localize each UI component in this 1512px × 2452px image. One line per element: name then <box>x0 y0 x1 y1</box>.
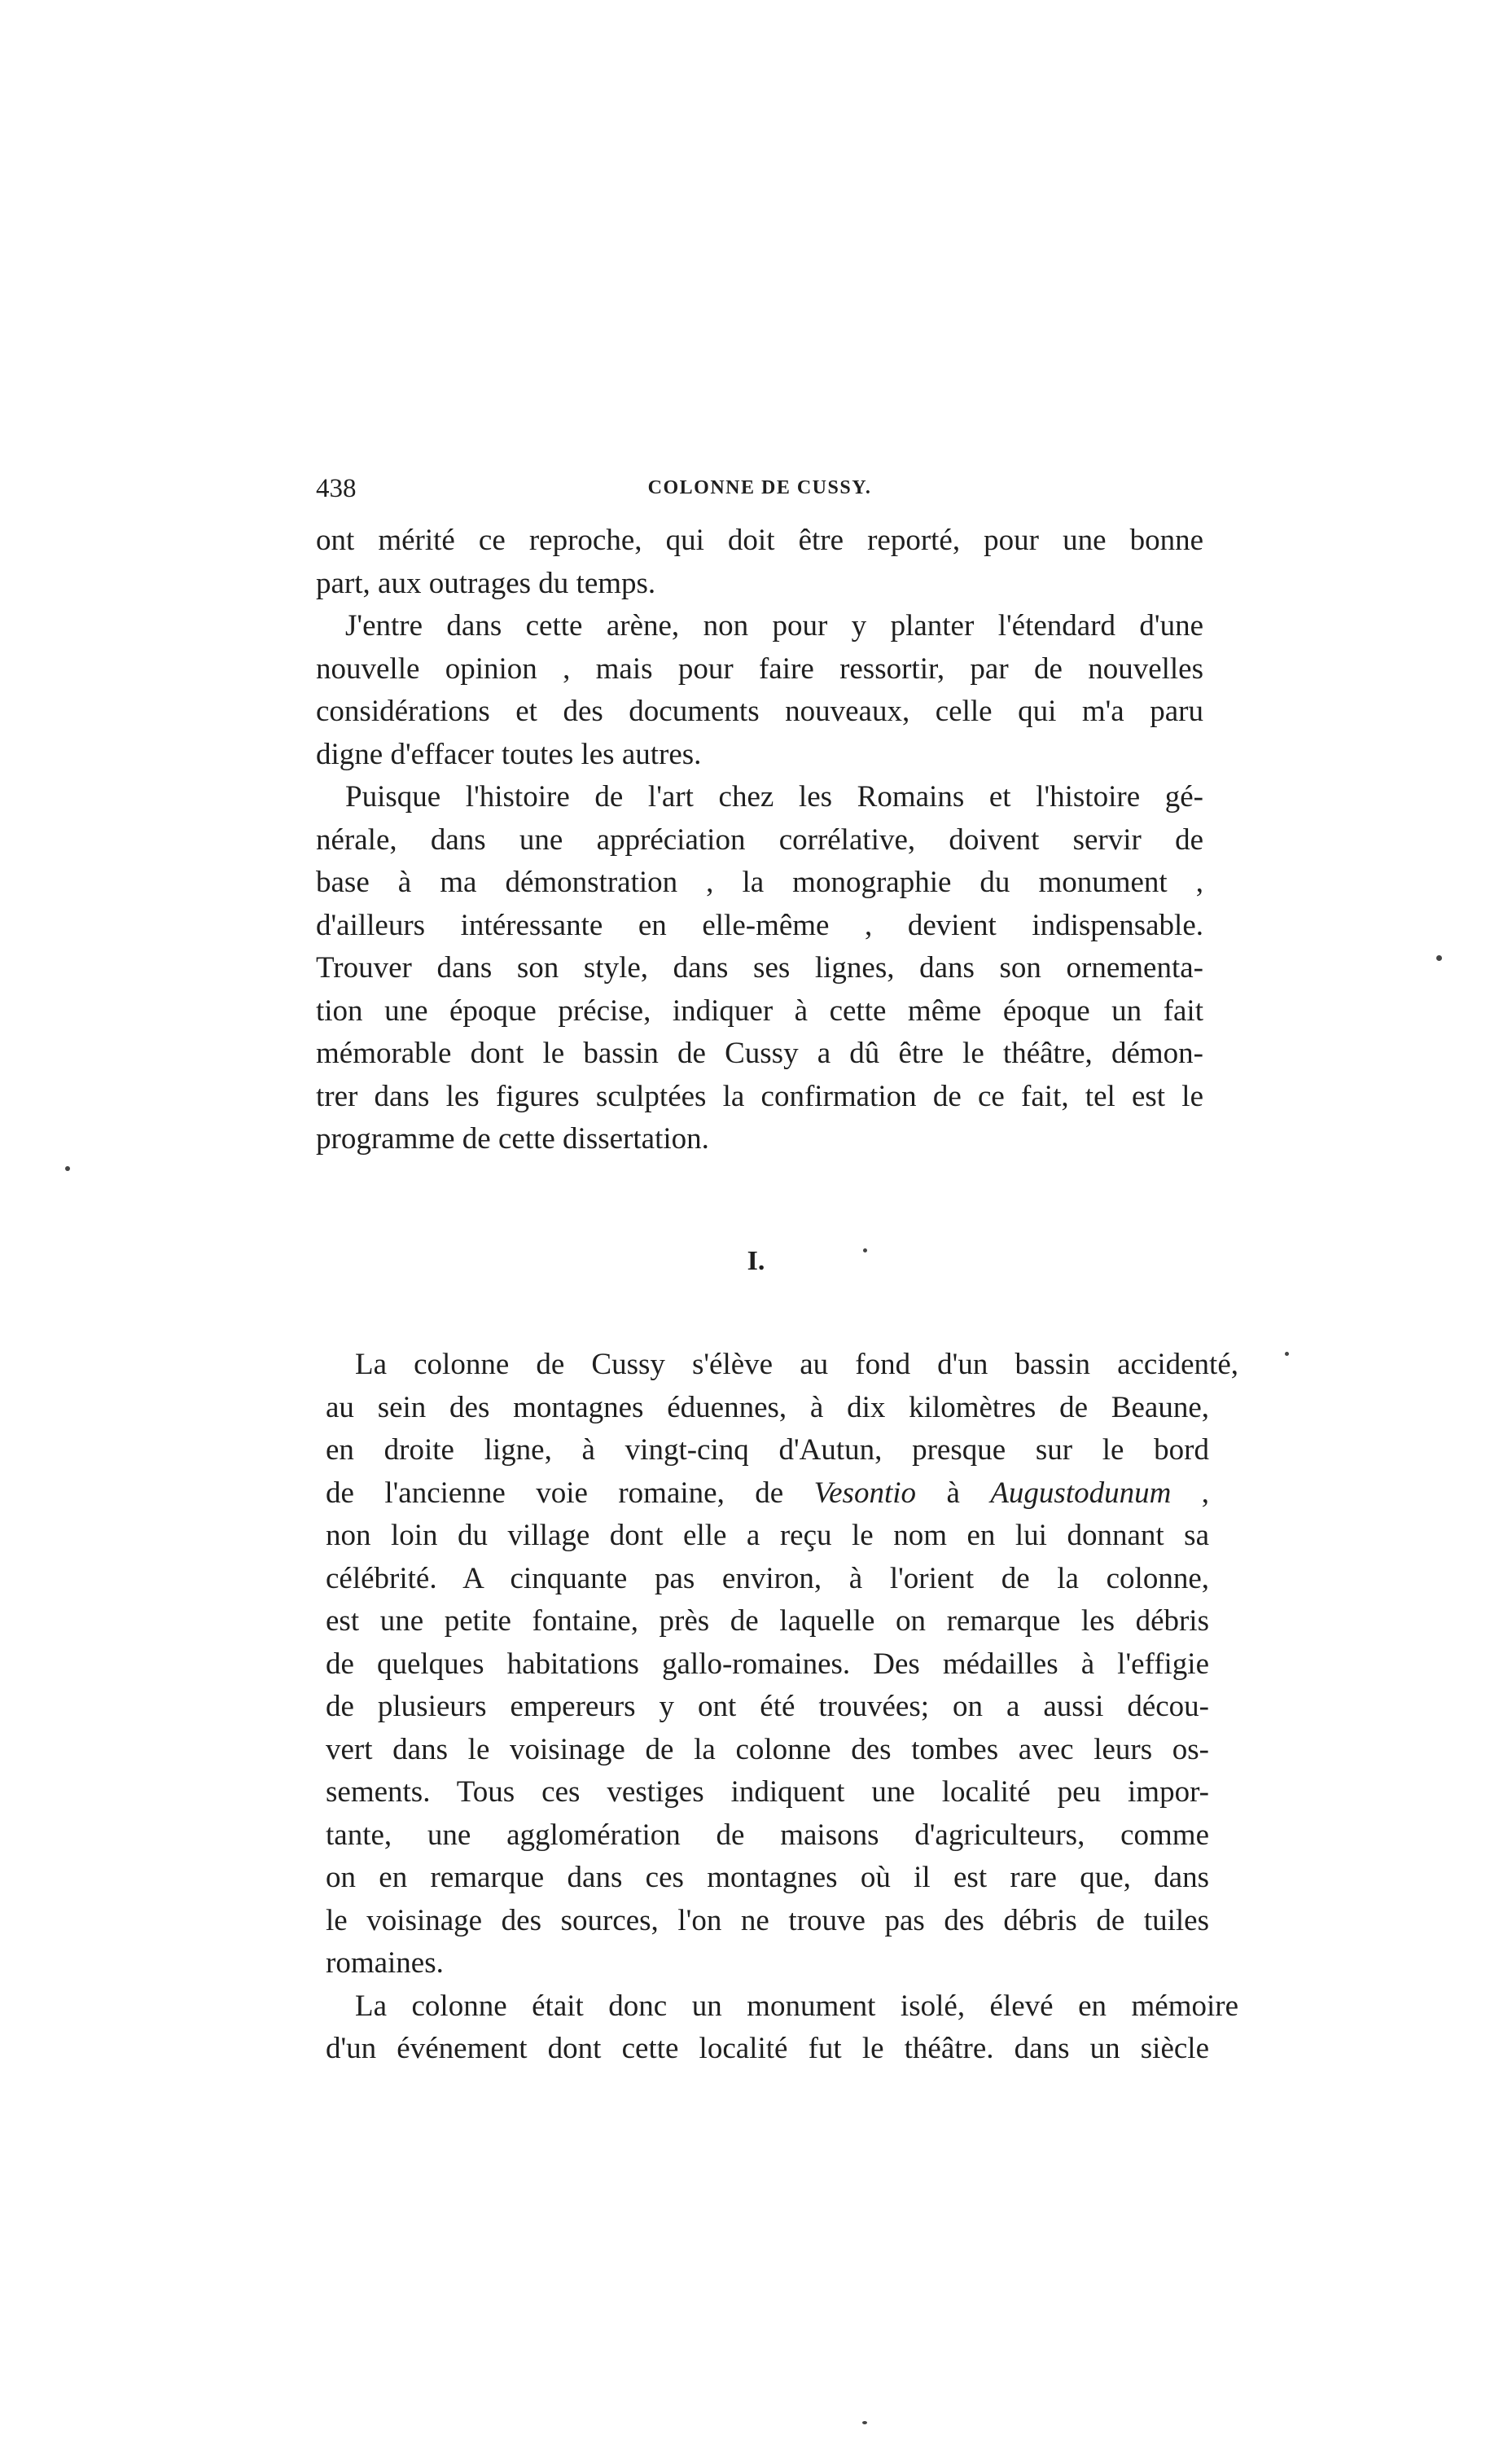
text-line: nérale, dans une appréciation corrélative, doivent servir de <box>316 822 1203 857</box>
text-line: sements. Tous ces vestiges indiquent une localité peu impor- <box>326 1775 1209 1809</box>
text-line: trer dans les figures sculptées la confirmation de ce fait, tel est le <box>316 1079 1203 1113</box>
text-line: mémorable dont le bassin de Cussy a dû être le théâtre, démon- <box>316 1037 1203 1070</box>
text-segment: à <box>946 1476 960 1510</box>
text-line: Puisque l'histoire de l'art chez les Romains et l'histoire gé- <box>345 780 1203 814</box>
text-line: considérations et des documents nouveaux, celle qui m'a paru <box>316 695 1203 728</box>
text-line: nouvelle opinion , mais pour faire ressortir, par de nouvelles <box>316 651 1203 686</box>
page-number: 438 <box>316 474 357 503</box>
place-name-augustodunum: Augustodunum <box>990 1476 1172 1510</box>
text-line: La colonne était donc un monument isolé, élevé en mémoire <box>355 1989 1238 2023</box>
text-line: digne d'effacer toutes les autres. <box>316 737 702 771</box>
print-speck <box>863 1248 867 1252</box>
place-name-vesontio: Vesontio <box>813 1476 917 1510</box>
text-line: on en remarque dans ces montagnes où il est rare que, dans <box>326 1861 1209 1894</box>
text-line: tante, une agglomération de maisons d'agriculteurs, comme <box>326 1818 1209 1852</box>
text-line: au sein des montagnes éduennes, à dix kilomètres de Beaune, <box>326 1390 1209 1424</box>
text-segment: de l'ancienne voie romaine, de <box>326 1476 784 1510</box>
print-speck <box>1436 955 1442 961</box>
text-segment: , <box>1201 1476 1209 1510</box>
text-line: d'un événement dont cette localité fut le théâtre. dans un siècle <box>326 2032 1209 2065</box>
text-line: ont mérité ce reproche, qui doit être reporté, pour une bonne <box>316 524 1203 557</box>
text-line: tion une époque précise, indiquer à cette même époque un fait <box>316 994 1203 1028</box>
text-line: non loin du village dont elle a reçu le nom en lui donnant sa <box>326 1519 1209 1552</box>
text-line: célébrité. A cinquante pas environ, à l'orient de la colonne, <box>326 1561 1209 1595</box>
text-line: vert dans le voisinage de la colonne des tombes avec leurs os- <box>326 1732 1209 1766</box>
text-line: le voisinage des sources, l'on ne trouve pas des débris de tuiles <box>326 1903 1209 1937</box>
text-line: d'ailleurs intéressante en elle-même , devient indispensable. <box>316 908 1203 942</box>
text-line: programme de cette dissertation. <box>316 1122 709 1156</box>
print-speck <box>862 2421 867 2424</box>
print-speck <box>1285 1352 1289 1356</box>
running-title: COLONNE DE CUSSY. <box>647 477 872 498</box>
text-block-intro <box>316 520 1203 1161</box>
text-line: base à ma démonstration , la monographie du monument , <box>316 866 1203 899</box>
text-line <box>326 1472 1209 1516</box>
text-line: part, aux outrages du temps. <box>316 566 656 600</box>
text-line: de quelques habitations gallo-romaines. Des médailles à l'effigie <box>326 1647 1209 1681</box>
text-line: est une petite fontaine, près de laquelle on remarque les débris <box>326 1604 1209 1638</box>
text-line: en droite ligne, à vingt-cinq d'Autun, presque sur le bord <box>326 1433 1209 1467</box>
text-block-section-1 <box>316 1344 1238 2071</box>
text-line: romaines. <box>326 1946 444 1980</box>
text-line: La colonne de Cussy s'élève au fond d'un bassin accidenté, <box>355 1348 1238 1381</box>
text-line: J'entre dans cette arène, non pour y planter l'étendard d'une <box>345 609 1203 643</box>
page-header <box>316 474 1203 515</box>
section-heading: I. <box>747 1246 765 1276</box>
print-speck <box>65 1166 70 1171</box>
text-line: de plusieurs empereurs y ont été trouvées; on a aussi décou- <box>326 1690 1209 1723</box>
text-line: Trouver dans son style, dans ses lignes, dans son ornementa- <box>316 951 1203 985</box>
